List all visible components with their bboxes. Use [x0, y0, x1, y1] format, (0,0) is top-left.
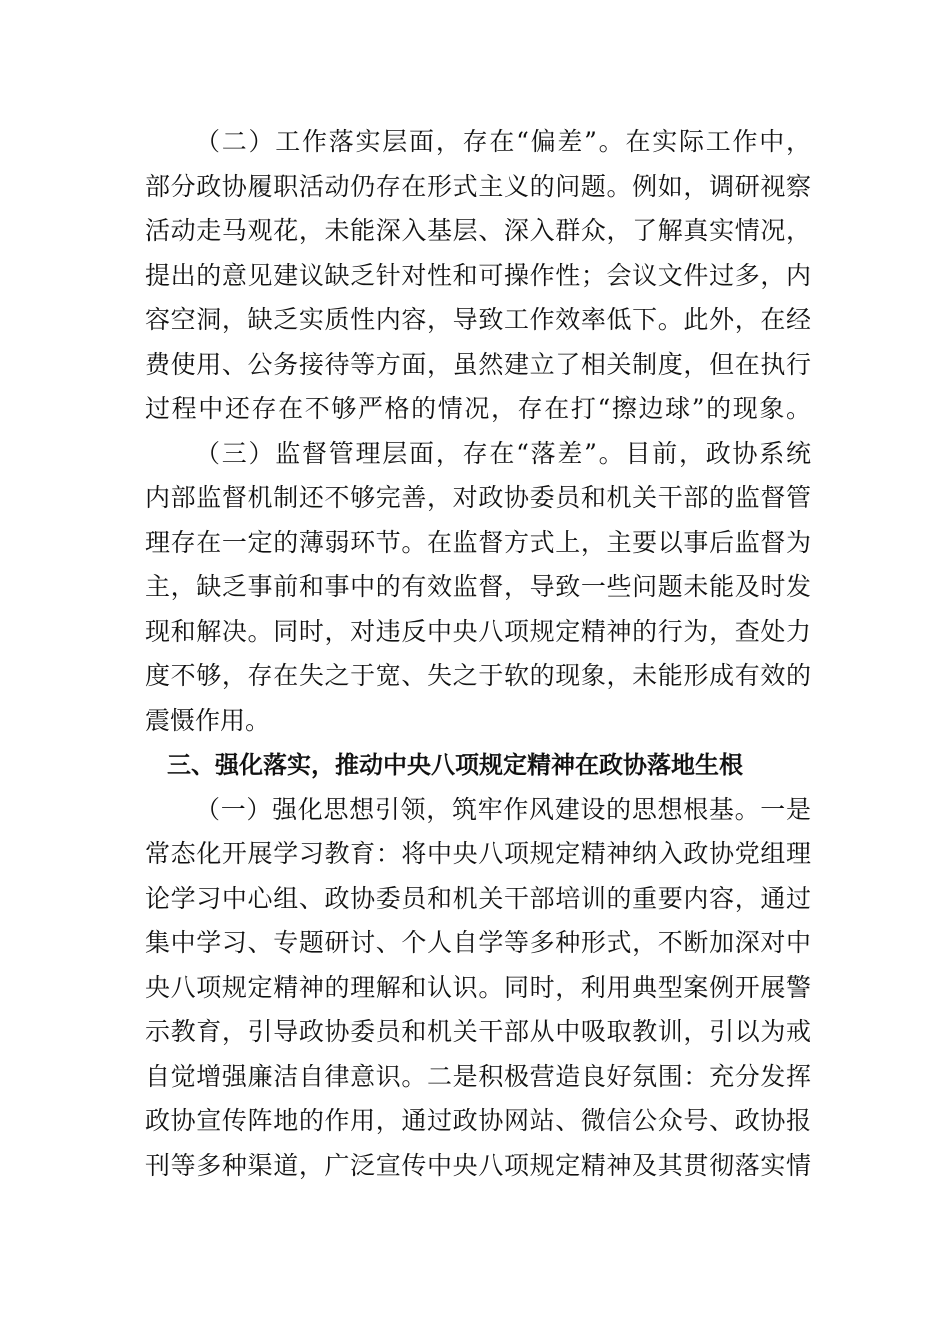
- paragraph-line: （一）强化思想引领，筑牢作风建设的思想根基。一是: [195, 794, 811, 824]
- paragraph-line: 过程中还存在不够严格的情况，存在打“擦边球”的现象。: [145, 394, 811, 423]
- paragraph-line: 政协宣传阵地的作用，通过政协网站、微信公众号、政协报: [145, 1106, 811, 1135]
- paragraph-line: 央八项规定精神的理解和认识。同时，利用典型案例开展警: [145, 972, 811, 1002]
- paragraph-line: 现和解决。同时，对违反中央八项规定精神的行为，查处力: [145, 616, 811, 646]
- paragraph-line: 部分政协履职活动仍存在形式主义的问题。例如，调研视察: [145, 171, 811, 201]
- paragraph-line: 度不够，存在失之于宽、失之于软的现象，未能形成有效的: [145, 661, 811, 690]
- paragraph-line: （二）工作落实层面，存在“偏差”。在实际工作中，: [195, 127, 811, 156]
- paragraph-ideological-guidance: [145, 788, 811, 1189]
- paragraph-line: 震慑作用。: [145, 705, 271, 735]
- paragraph-line: 活动走马观花，未能深入基层、深入群众，了解真实情况，: [145, 216, 811, 245]
- paragraph-line: 内部监督机制还不够完善，对政协委员和机关干部的监督管: [145, 483, 811, 512]
- paragraph-line: 示教育，引导政协委员和机关干部从中吸取教训，引以为戒: [145, 1017, 811, 1046]
- paragraph-supervision-management: [145, 432, 811, 744]
- paragraph-line: 论学习中心组、政协委员和机关干部培训的重要内容，通过: [145, 883, 811, 913]
- paragraph-work-implementation: [145, 120, 811, 432]
- section-heading: 三、强化落实，推动中央八项规定精神在政协落地生根: [167, 751, 743, 779]
- document-page: [145, 120, 811, 1188]
- paragraph-line: 自觉增强廉洁自律意识。二是积极营造良好氛围：充分发挥: [145, 1061, 811, 1091]
- paragraph-line: 费使用、公务接待等方面，虽然建立了相关制度，但在执行: [145, 349, 811, 379]
- paragraph-line: 集中学习、专题研讨、个人自学等多种形式，不断加深对中: [145, 928, 811, 957]
- paragraph-line: 刊等多种渠道，广泛宣传中央八项规定精神及其贯彻落实情: [145, 1150, 811, 1180]
- paragraph-line: 提出的意见建议缺乏针对性和可操作性；会议文件过多，内: [145, 260, 811, 290]
- paragraph-line: 容空洞，缺乏实质性内容，导致工作效率低下。此外，在经: [145, 305, 811, 334]
- paragraph-line: （三）监督管理层面，存在“落差”。目前，政协系统: [195, 438, 811, 468]
- paragraph-line: 常态化开展学习教育：将中央八项规定精神纳入政协党组理: [145, 839, 811, 868]
- paragraph-line: 主，缺乏事前和事中的有效监督，导致一些问题未能及时发: [145, 572, 811, 601]
- paragraph-line: 理存在一定的薄弱环节。在监督方式上，主要以事后监督为: [145, 527, 811, 557]
